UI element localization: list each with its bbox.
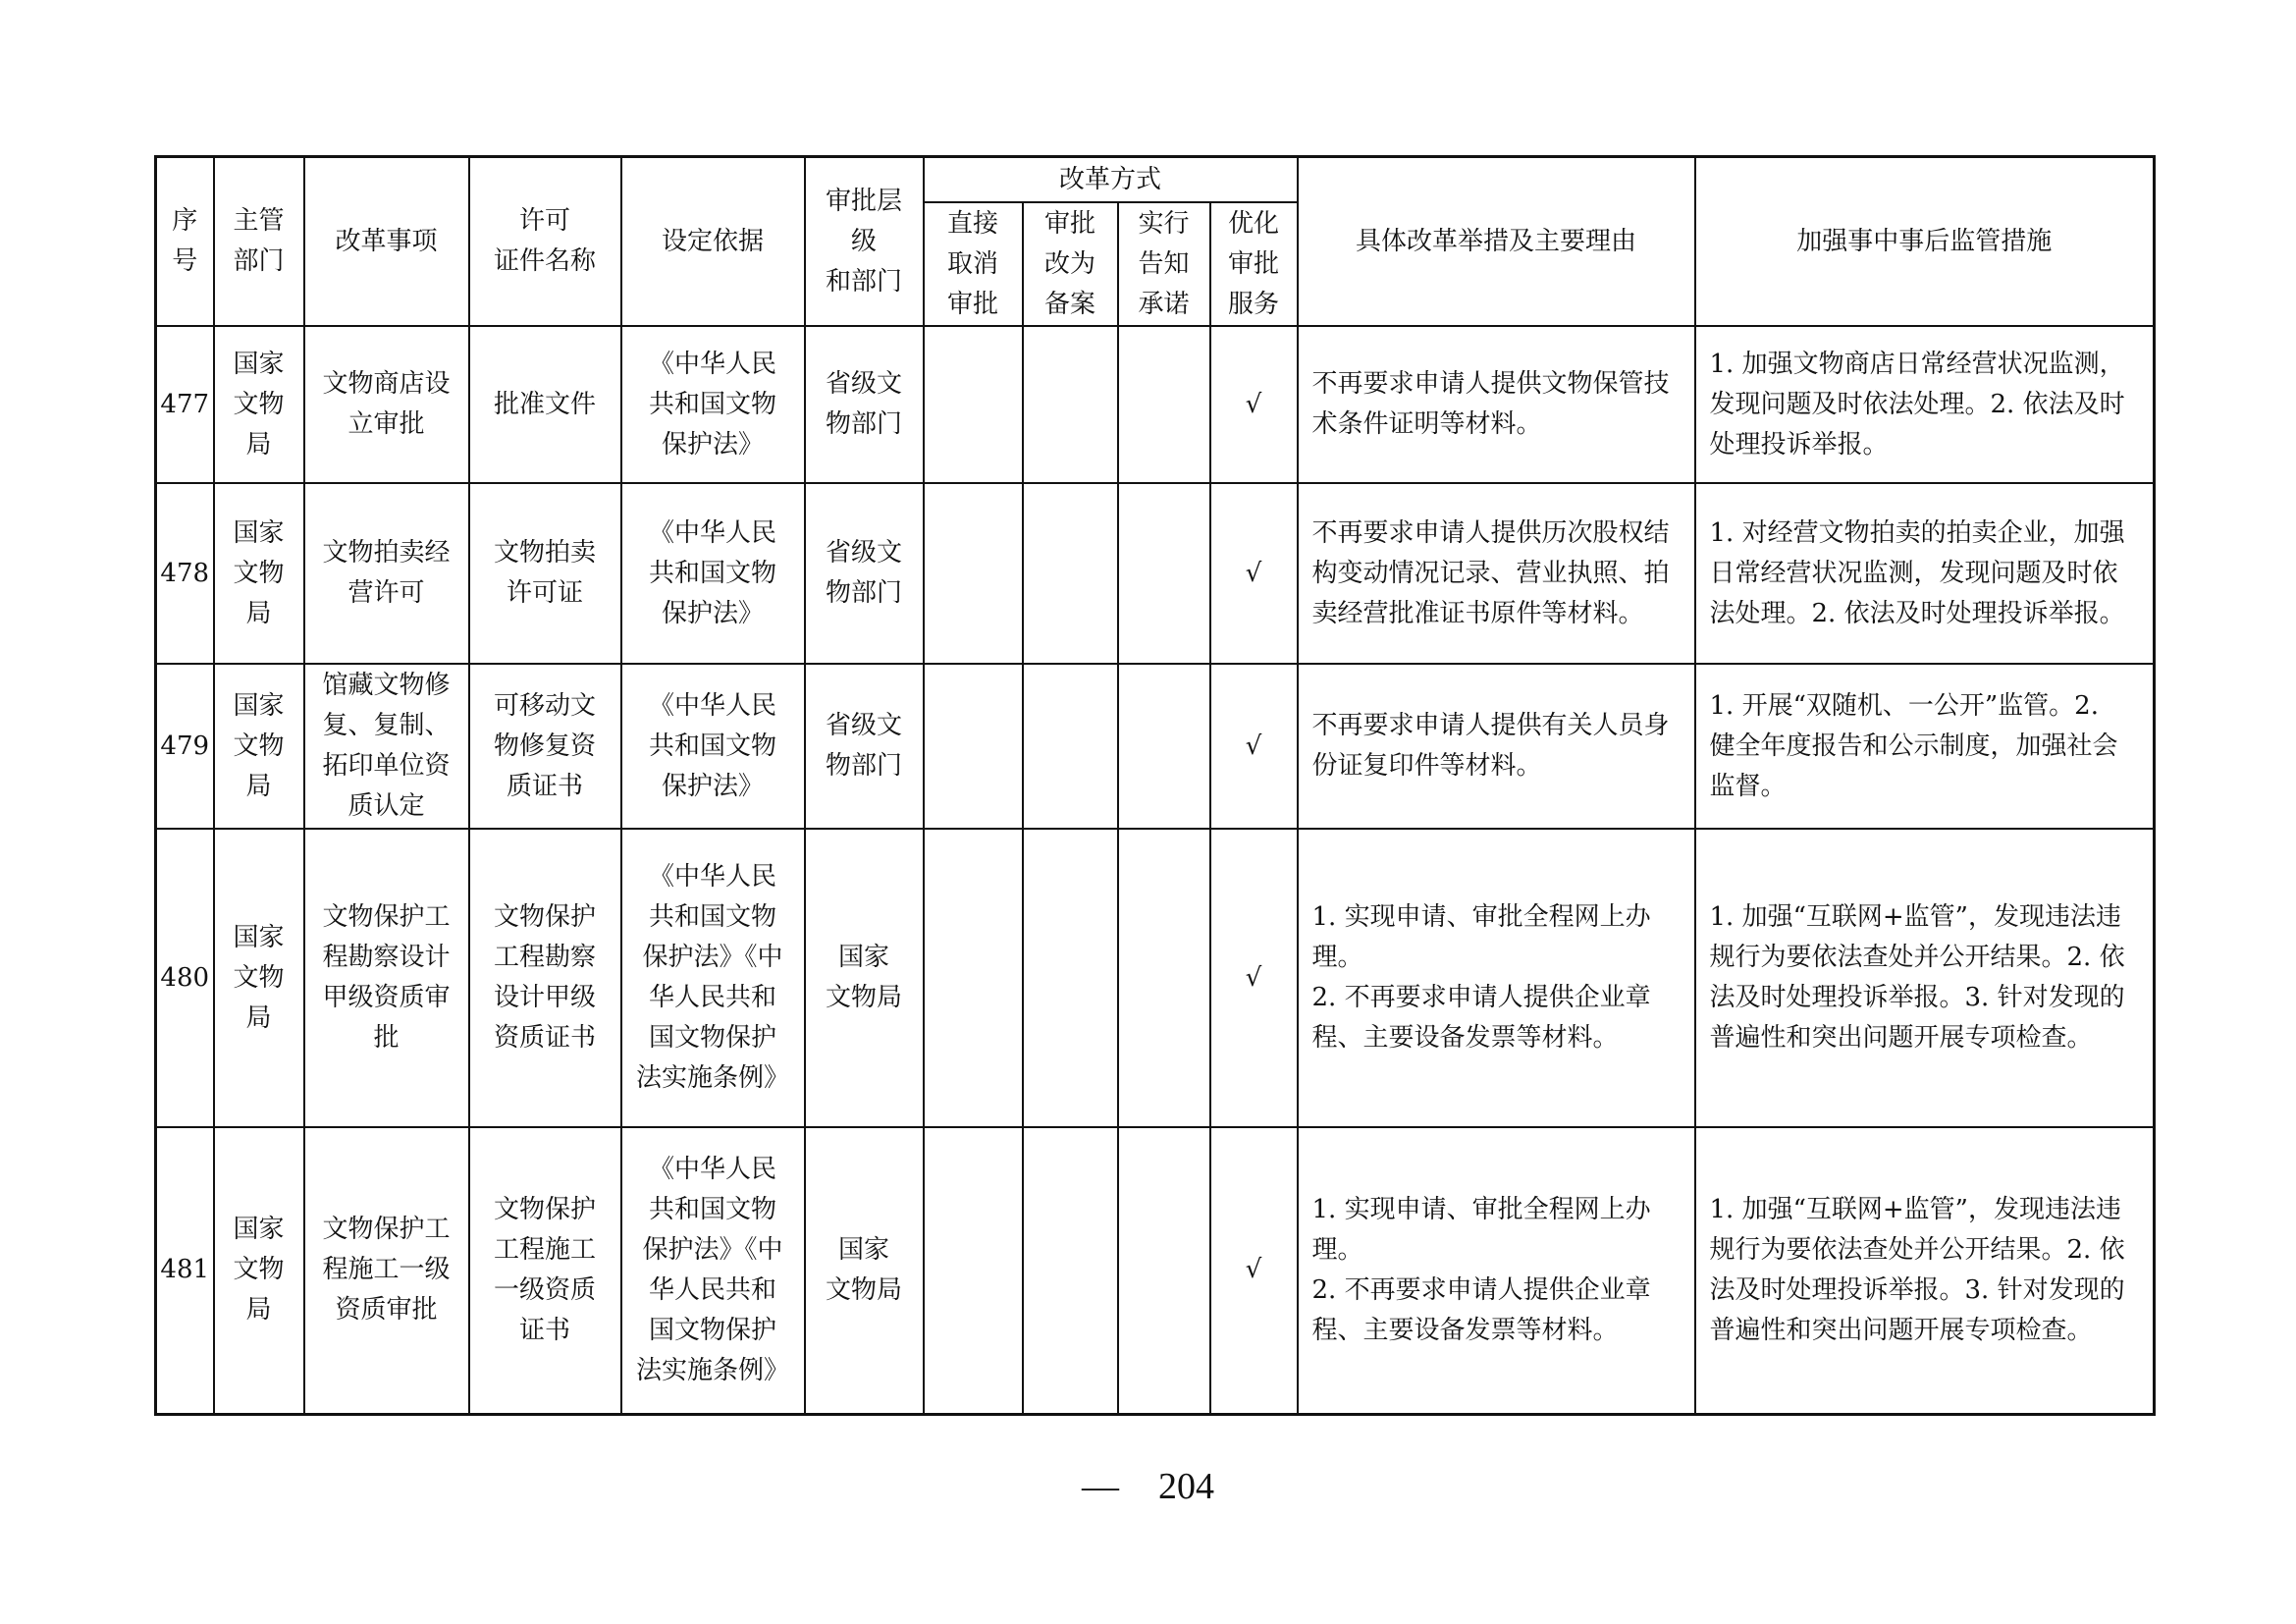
row-license: 文物拍卖 许可证 (469, 483, 621, 664)
row-basis: 《中华人民 共和国文物 保护法》 (621, 483, 805, 664)
row-license: 文物保护 工程施工 一级资质 证书 (469, 1127, 621, 1414)
table-row (156, 483, 2155, 664)
row-supervision: 1. 加强“互联网+监管”，发现违法违 规行为要依法查处并公开结果。2. 依 法及时处理投诉举报。3. 针对发现的 普遍性和突出问题开展专项检查。 (1695, 829, 2155, 1127)
row-method-cancel (924, 483, 1023, 664)
row-level: 国家 文物局 (805, 1127, 924, 1414)
row-basis: 《中华人民 共和国文物 保护法》《中 华人民共和 国文物保护 法实施条例》 (621, 1127, 805, 1414)
row-basis: 《中华人民 共和国文物 保护法》《中 华人民共和 国文物保护 法实施条例》 (621, 829, 805, 1127)
row-method-cancel (924, 1127, 1023, 1414)
row-method-optimize-check: √ (1210, 829, 1298, 1127)
row-license: 文物保护 工程勘察 设计甲级 资质证书 (469, 829, 621, 1127)
row-method-commitment (1118, 829, 1210, 1127)
row-method-filing (1023, 664, 1118, 829)
row-item: 文物保护工 程勘察设计 甲级资质审 批 (304, 829, 469, 1127)
row-method-filing (1023, 483, 1118, 664)
row-measures: 1. 实现申请、审批全程网上办理。 2. 不再要求申请人提供企业章 程、主要设备发票等材料。 (1298, 829, 1695, 1127)
row-method-filing (1023, 326, 1118, 483)
header-method-group: 改革方式 (924, 157, 1298, 203)
row-seq: 478 (156, 483, 214, 664)
row-item: 馆藏文物修 复、复制、 拓印单位资 质认定 (304, 664, 469, 829)
row-method-filing (1023, 1127, 1118, 1414)
footer-dash: — (1082, 1466, 1119, 1507)
row-measures: 不再要求申请人提供文物保管技 术条件证明等材料。 (1298, 326, 1695, 483)
row-method-optimize-check: √ (1210, 1127, 1298, 1414)
row-license: 批准文件 (469, 326, 621, 483)
row-level: 省级文 物部门 (805, 326, 924, 483)
row-measures: 不再要求申请人提供有关人员身 份证复印件等材料。 (1298, 664, 1695, 829)
row-method-optimize-check: √ (1210, 326, 1298, 483)
header-method-optimize: 优化 审批 服务 (1210, 202, 1298, 326)
row-dept: 国家 文物局 (214, 483, 304, 664)
row-seq: 480 (156, 829, 214, 1127)
row-item: 文物拍卖经 营许可 (304, 483, 469, 664)
row-item: 文物商店设 立审批 (304, 326, 469, 483)
row-method-commitment (1118, 483, 1210, 664)
row-method-optimize-check: √ (1210, 664, 1298, 829)
row-method-commitment (1118, 664, 1210, 829)
row-dept: 国家 文物局 (214, 326, 304, 483)
row-seq: 477 (156, 326, 214, 483)
row-level: 省级文 物部门 (805, 483, 924, 664)
header-basis: 设定依据 (621, 157, 805, 327)
header-dept: 主管 部门 (214, 157, 304, 327)
row-supervision: 1. 开展“双随机、一公开”监管。2. 健全年度报告和公示制度，加强社会 监督。 (1695, 664, 2155, 829)
row-method-optimize-check: √ (1210, 483, 1298, 664)
header-seq: 序 号 (156, 157, 214, 327)
row-method-cancel (924, 829, 1023, 1127)
row-dept: 国家 文物局 (214, 829, 304, 1127)
row-measures: 1. 实现申请、审批全程网上办理。 2. 不再要求申请人提供企业章 程、主要设备发票等材料。 (1298, 1127, 1695, 1414)
header-measures: 具体改革举措及主要理由 (1298, 157, 1695, 327)
reform-table (154, 155, 2156, 1416)
row-supervision: 1. 对经营文物拍卖的拍卖企业，加强 日常经营状况监测，发现问题及时依 法处理。2. 依法及时处理投诉举报。 (1695, 483, 2155, 664)
row-level: 国家 文物局 (805, 829, 924, 1127)
header-level: 审批层级 和部门 (805, 157, 924, 327)
row-method-commitment (1118, 1127, 1210, 1414)
row-method-commitment (1118, 326, 1210, 483)
row-dept: 国家 文物局 (214, 1127, 304, 1414)
row-basis: 《中华人民 共和国文物 保护法》 (621, 664, 805, 829)
row-dept: 国家 文物局 (214, 664, 304, 829)
row-method-filing (1023, 829, 1118, 1127)
table-row (156, 829, 2155, 1127)
row-measures: 不再要求申请人提供历次股权结 构变动情况记录、营业执照、拍 卖经营批准证书原件等材料。 (1298, 483, 1695, 664)
table-row (156, 1127, 2155, 1414)
row-level: 省级文 物部门 (805, 664, 924, 829)
row-basis: 《中华人民 共和国文物 保护法》 (621, 326, 805, 483)
header-method-cancel: 直接 取消 审批 (924, 202, 1023, 326)
table-row (156, 664, 2155, 829)
header-method-filing: 审批 改为 备案 (1023, 202, 1118, 326)
row-method-cancel (924, 326, 1023, 483)
table-row (156, 326, 2155, 483)
header-method-commitment: 实行 告知 承诺 (1118, 202, 1210, 326)
header-item: 改革事项 (304, 157, 469, 327)
row-seq: 479 (156, 664, 214, 829)
page-footer (0, 1465, 2296, 1508)
row-item: 文物保护工 程施工一级 资质审批 (304, 1127, 469, 1414)
row-license: 可移动文 物修复资 质证书 (469, 664, 621, 829)
header-supervision: 加强事中事后监管措施 (1695, 157, 2155, 327)
row-method-cancel (924, 664, 1023, 829)
page-number: 204 (1158, 1466, 1214, 1507)
row-supervision: 1. 加强“互联网+监管”，发现违法违 规行为要依法查处并公开结果。2. 依 法及时处理投诉举报。3. 针对发现的 普遍性和突出问题开展专项检查。 (1695, 1127, 2155, 1414)
row-supervision: 1. 加强文物商店日常经营状况监测， 发现问题及时依法处理。2. 依法及时 处理投诉举报。 (1695, 326, 2155, 483)
row-seq: 481 (156, 1127, 214, 1414)
header-license: 许可 证件名称 (469, 157, 621, 327)
